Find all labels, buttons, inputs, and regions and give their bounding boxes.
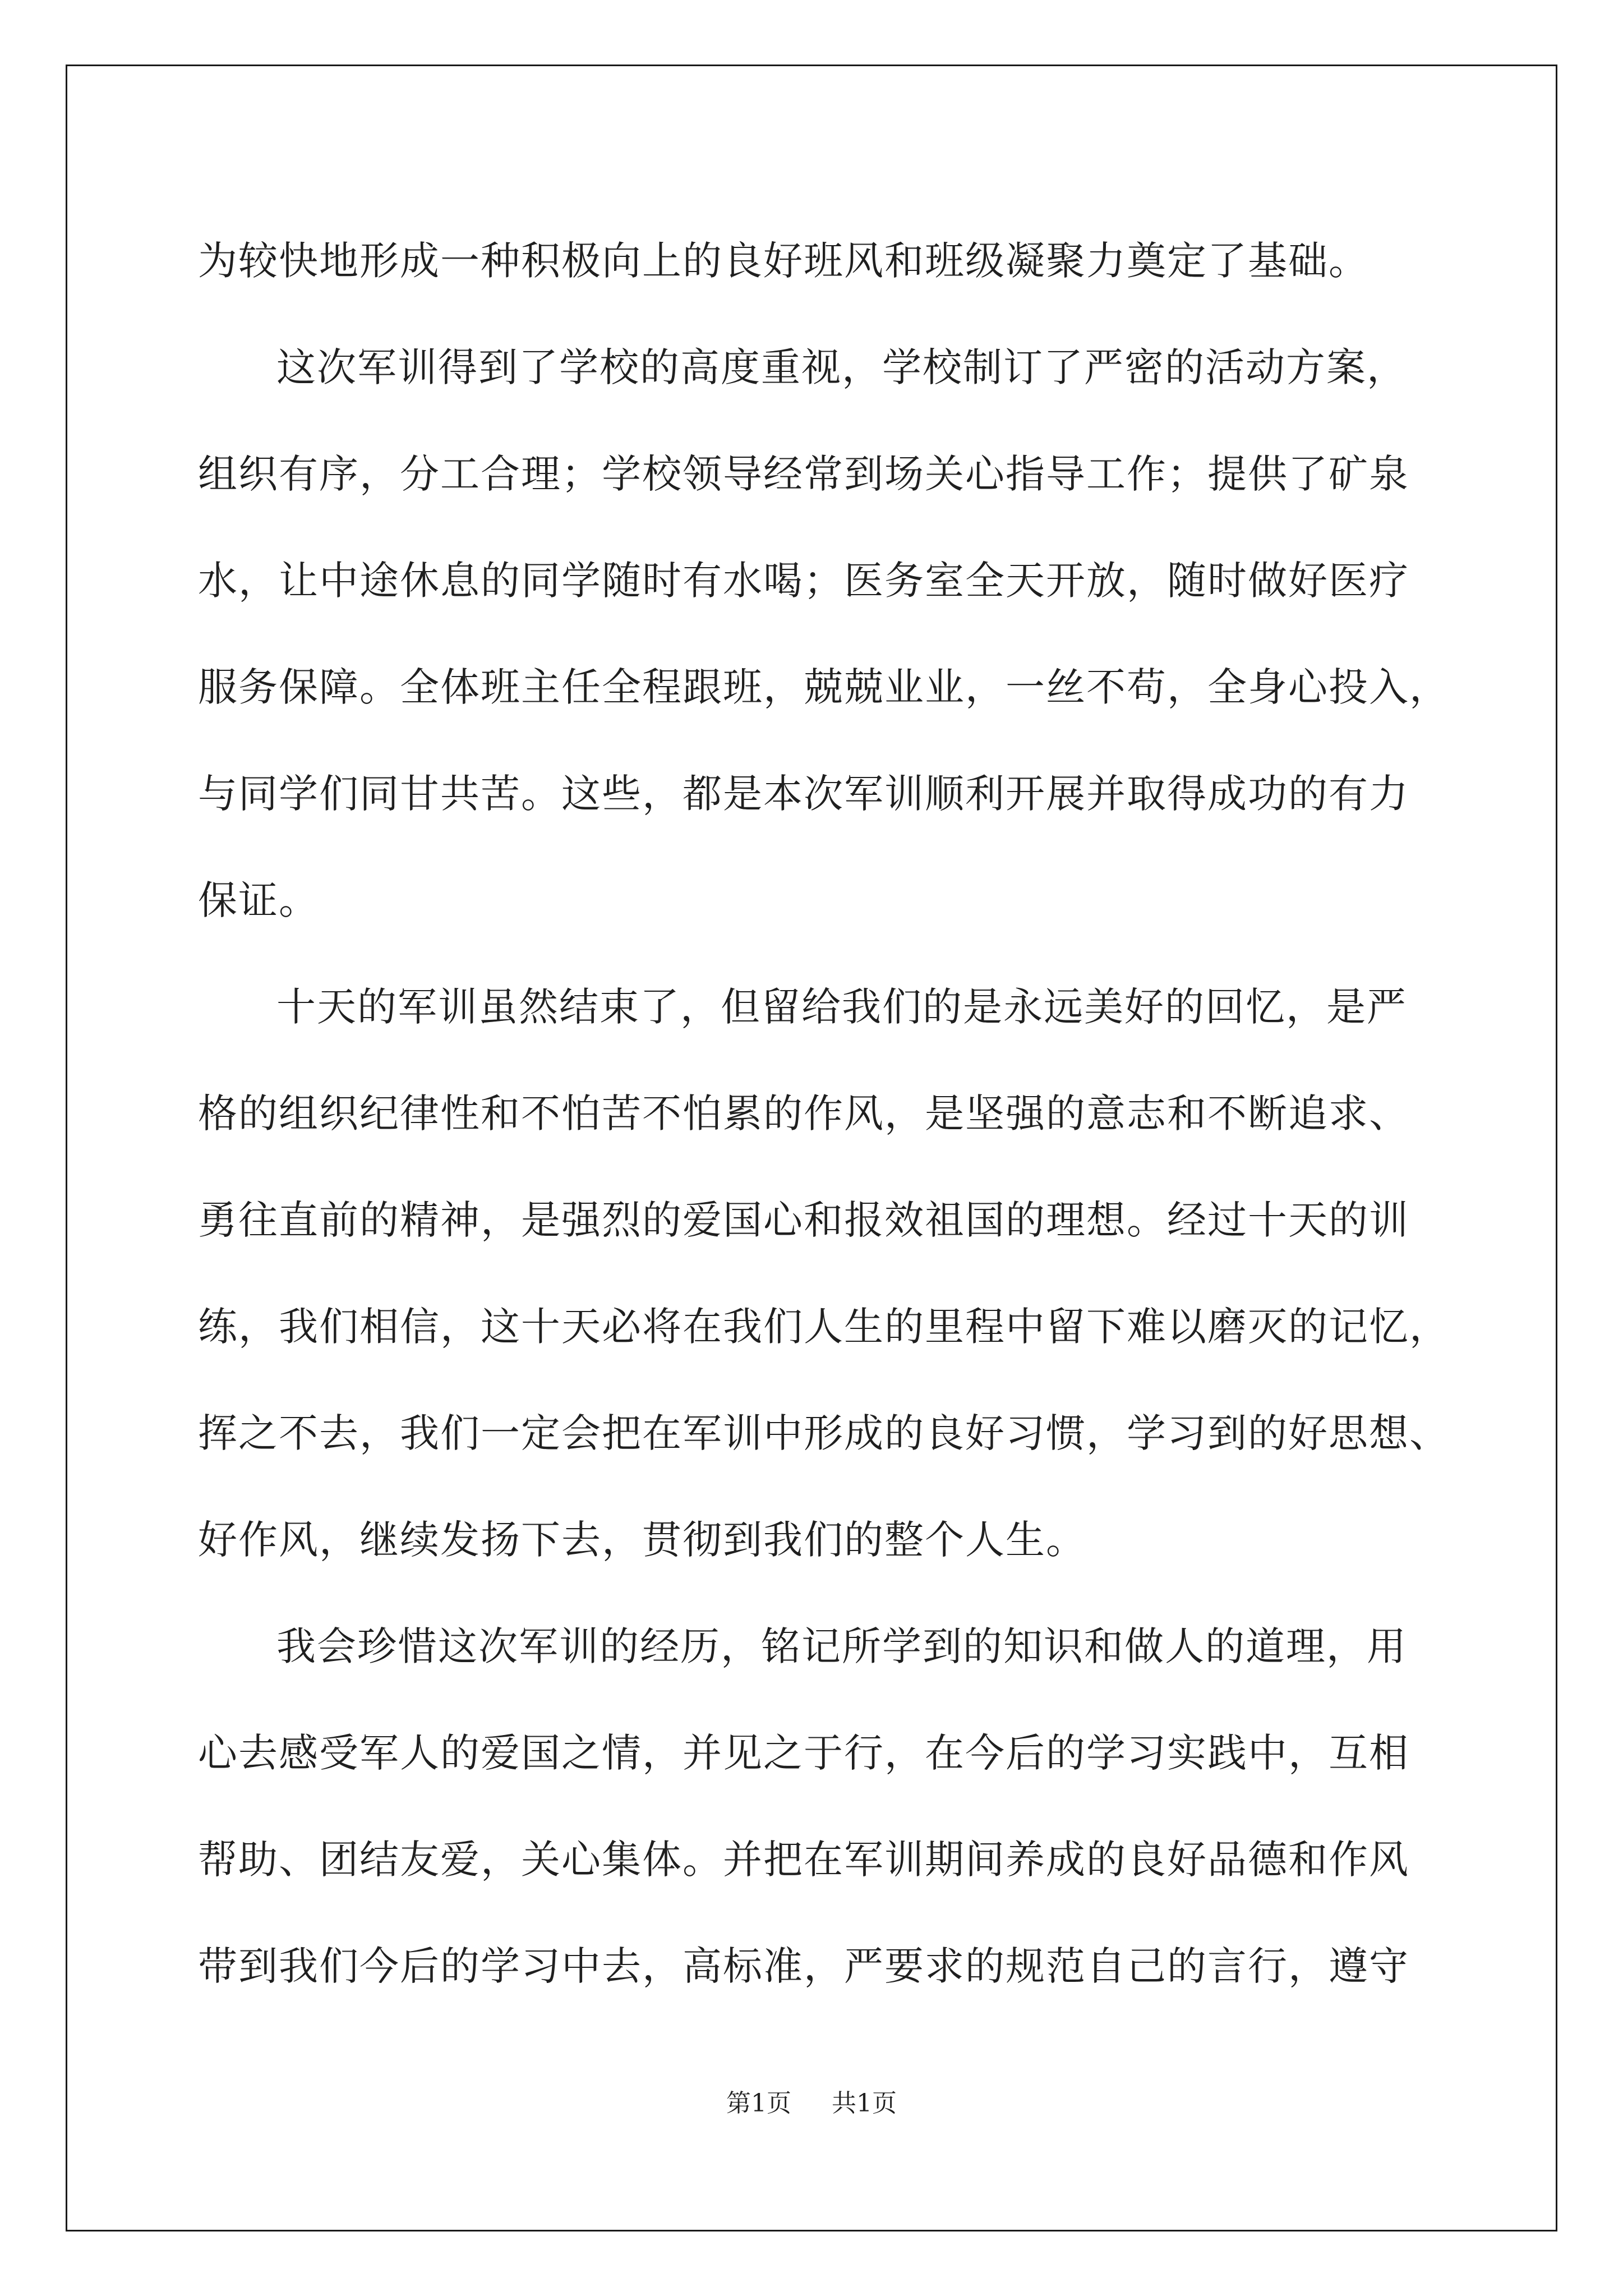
text-line: 帮助、团结友爱，关心集体。并把在军训期间养成的良好品德和作风 — [198, 1837, 1409, 1883]
text-line: 保证。 — [198, 877, 319, 923]
text-line: 挥之不去，我们一定会把在军训中形成的良好习惯，学习到的好思想、 — [198, 1410, 1450, 1456]
page-total: 共1页 — [832, 2089, 897, 2118]
text-line: 这次军训得到了学校的高度重视，学校制订了严密的活动方案， — [276, 344, 1407, 390]
text-line: 为较快地形成一种积极向上的良好班风和班级凝聚力奠定了基础。 — [198, 238, 1369, 284]
text-line: 带到我们今后的学习中去，高标准，严要求的规范自己的言行，遵守 — [198, 1943, 1409, 1989]
page-footer — [0, 2087, 1623, 2120]
text-line: 我会珍惜这次军训的经历，铭记所学到的知识和做人的道理，用 — [276, 1623, 1407, 1669]
text-line: 格的组织纪律性和不怕苦不怕累的作风，是坚强的意志和不断追求、 — [198, 1091, 1409, 1137]
text-line: 组织有序，分工合理；学校领导经常到场关心指导工作；提供了矿泉 — [198, 451, 1409, 497]
text-line: 练，我们相信，这十天必将在我们人生的里程中留下难以磨灭的记忆， — [198, 1304, 1450, 1350]
text-line: 服务保障。全体班主任全程跟班，兢兢业业，一丝不苟，全身心投入， — [198, 664, 1450, 710]
page-number: 第1页 — [726, 2089, 791, 2118]
text-line: 与同学们同甘共苦。这些，都是本次军训顺利开展并取得成功的有力 — [198, 771, 1409, 817]
document-body — [198, 208, 1450, 2019]
text-line: 好作风，继续发扬下去，贯彻到我们的整个人生。 — [198, 1517, 1086, 1563]
text-line: 勇往直前的精神，是强烈的爱国心和报效祖国的理想。经过十天的训 — [198, 1197, 1409, 1243]
text-line: 十天的军训虽然结束了，但留给我们的是永远美好的回忆，是严 — [276, 984, 1407, 1030]
text-line: 心去感受军人的爱国之情，并见之于行，在今后的学习实践中，互相 — [198, 1730, 1409, 1776]
text-line: 水，让中途休息的同学随时有水喝；医务室全天开放，随时做好医疗 — [198, 558, 1409, 604]
